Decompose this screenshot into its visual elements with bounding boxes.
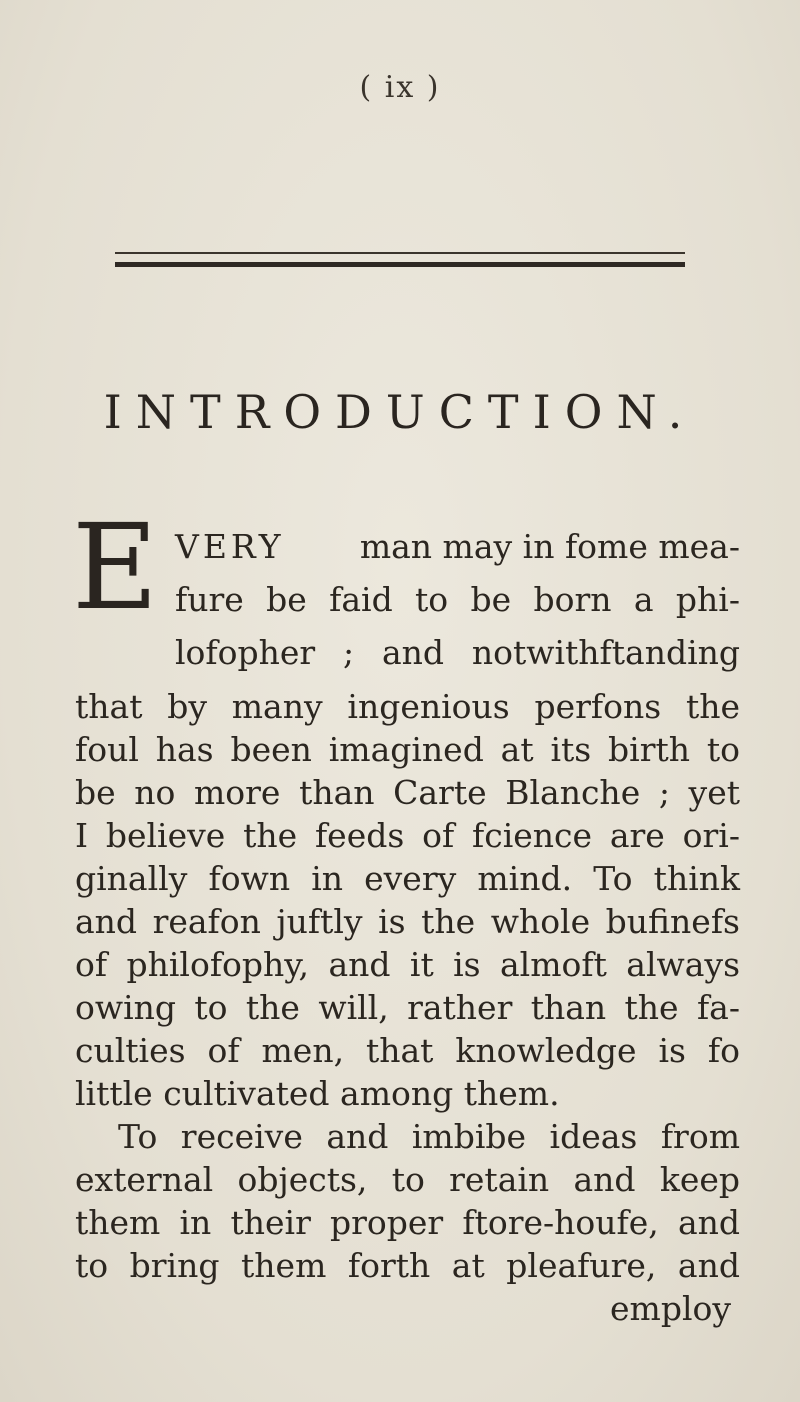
text-line-5: foul has been imagined at its birth to <box>75 730 740 769</box>
text-line-1 <box>175 527 740 566</box>
text-line-16: them in their proper ftore-houfe, and <box>75 1203 740 1242</box>
text-line-11: owing to the will, rather than the fa- <box>75 988 740 1027</box>
page-number: ( ix ) <box>359 70 441 105</box>
text-line-17: to bring them forth at pleafure, and <box>75 1246 740 1285</box>
header-rule-thin <box>115 252 685 254</box>
text-line-6: be no more than Carte Blanche ; yet <box>75 773 740 812</box>
first-word: VERY <box>175 527 285 566</box>
text-line-12: culties of men, that knowledge is fo <box>75 1031 740 1070</box>
chapter-heading: INTRODUCTION. <box>103 385 697 439</box>
catchword: employ <box>610 1289 732 1328</box>
text-line-10: of philofophy, and it is almoft always <box>75 945 740 984</box>
drop-cap: E <box>72 498 159 636</box>
text-line-8: ginally fown in every mind. To think <box>75 859 740 898</box>
text-line-1-rest: man may in fome mea- <box>359 527 740 566</box>
text-line-15: external objects, to retain and keep <box>75 1160 740 1199</box>
text-line-2: fure be faid to be born a phi- <box>175 580 740 619</box>
text-line-3: lofopher ; and notwithftanding <box>175 633 740 672</box>
text-line-4: that by many ingenious perfons the <box>75 687 740 726</box>
text-line-14: To receive and imbibe ideas from <box>118 1117 740 1156</box>
text-line-7: I believe the feeds of fcience are ori- <box>75 816 740 855</box>
text-line-13: little cultivated among them. <box>75 1074 560 1113</box>
header-rule-thick <box>115 262 685 267</box>
text-line-9: and reafon juftly is the whole bufinefs <box>75 902 740 941</box>
